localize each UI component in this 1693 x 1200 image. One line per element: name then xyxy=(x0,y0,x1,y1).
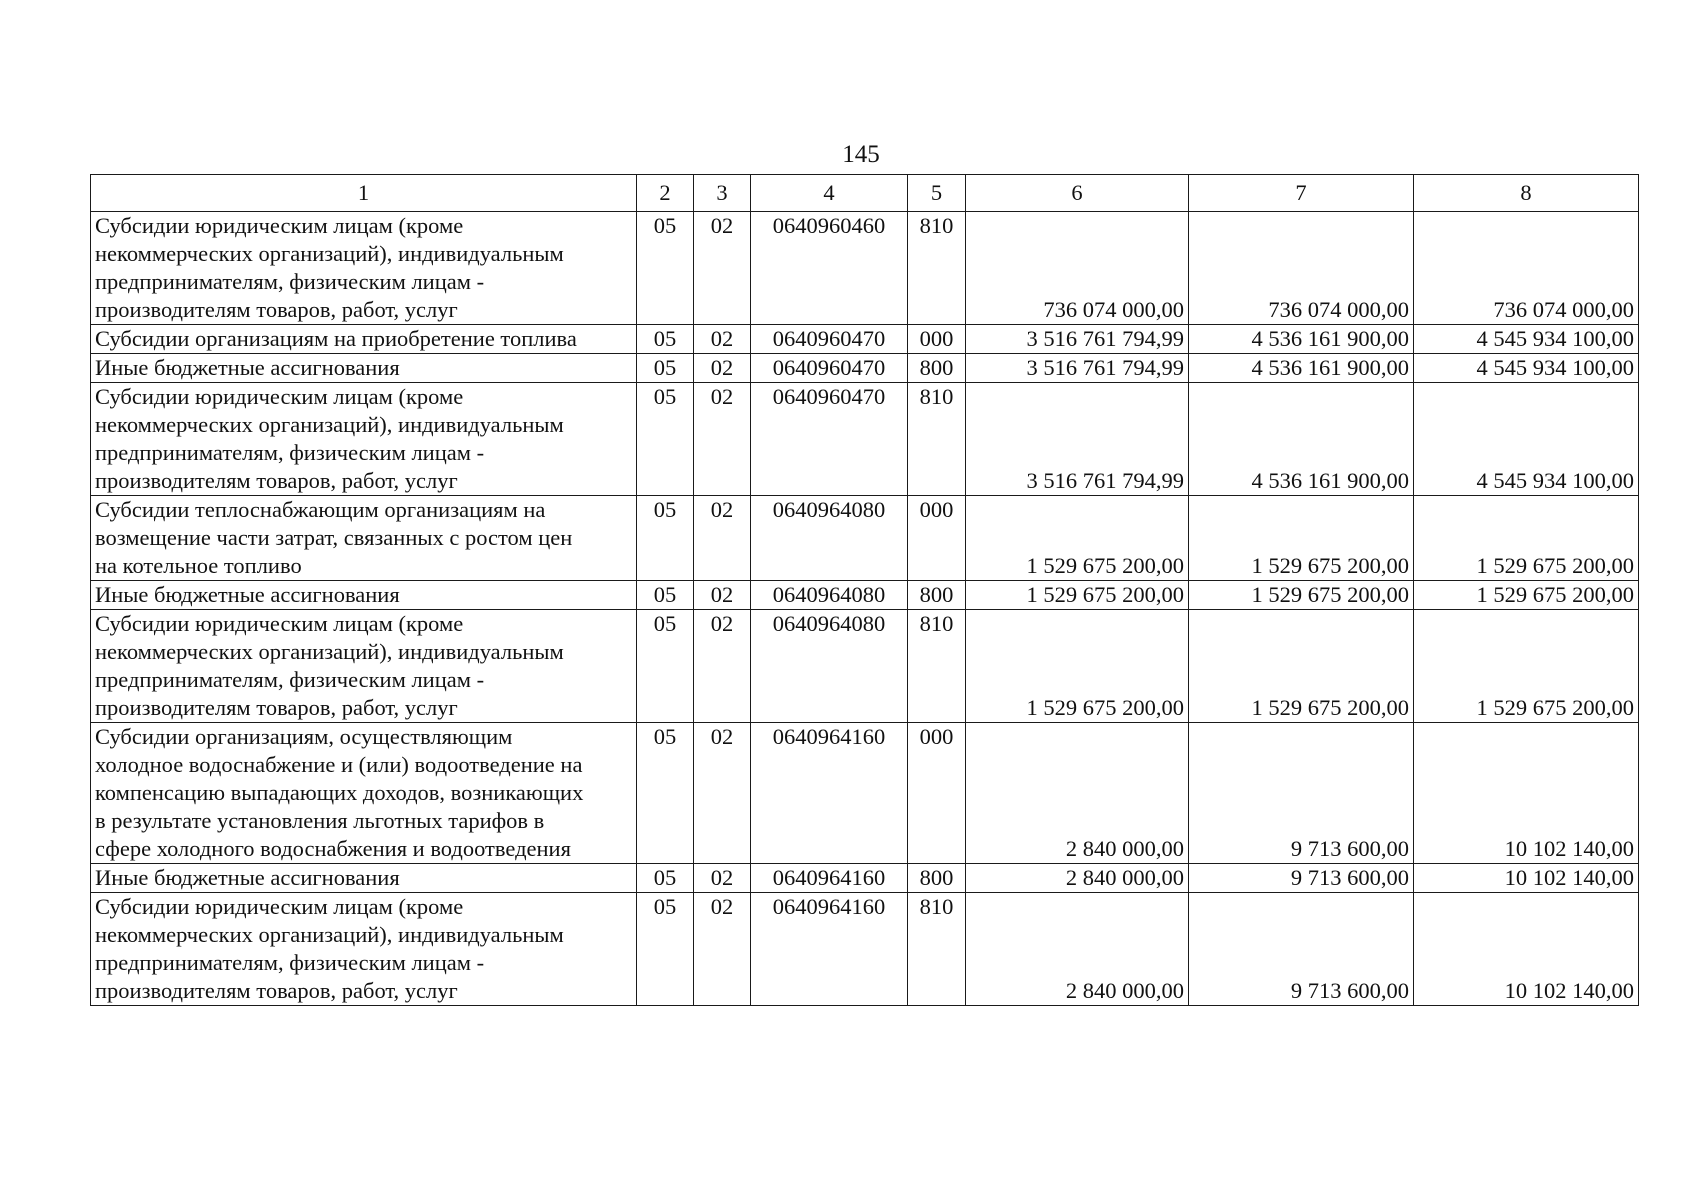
amount-col6-cell: 1 529 675 200,00 xyxy=(966,496,1189,581)
expense-type-cell: 000 xyxy=(908,723,966,864)
table-row xyxy=(91,325,1639,354)
target-article-cell: 0640960470 xyxy=(751,325,908,354)
column-header-7: 7 xyxy=(1189,175,1414,212)
header-row xyxy=(91,175,1639,212)
expense-type-cell: 810 xyxy=(908,893,966,1006)
amount-col8-cell: 10 102 140,00 xyxy=(1414,864,1639,893)
column-header-4: 4 xyxy=(751,175,908,212)
amount-col7-cell: 9 713 600,00 xyxy=(1189,864,1414,893)
amount-col7-cell: 9 713 600,00 xyxy=(1189,893,1414,1006)
expense-type-cell: 810 xyxy=(908,610,966,723)
table-row xyxy=(91,723,1639,864)
table-row xyxy=(91,610,1639,723)
column-header-6: 6 xyxy=(966,175,1189,212)
section-code-cell: 05 xyxy=(637,325,694,354)
section-code-cell: 05 xyxy=(637,383,694,496)
amount-col8-cell: 1 529 675 200,00 xyxy=(1414,496,1639,581)
expense-type-cell: 800 xyxy=(908,581,966,610)
subsection-code-cell: 02 xyxy=(694,496,751,581)
row-name-cell: Субсидии организациям, осуществляющим холодное водоснабжение и (или) водоотведение на компенсацию выпадающих доходов, возникающих в результате установления льготных тарифов в сфере холодного водоснабжения и водоотведения xyxy=(91,723,637,864)
target-article-cell: 0640960460 xyxy=(751,212,908,325)
table-row xyxy=(91,864,1639,893)
amount-col6-cell: 1 529 675 200,00 xyxy=(966,581,1189,610)
amount-col7-cell: 1 529 675 200,00 xyxy=(1189,610,1414,723)
amount-col7-cell: 1 529 675 200,00 xyxy=(1189,581,1414,610)
section-code-cell: 05 xyxy=(637,864,694,893)
amount-col6-cell: 2 840 000,00 xyxy=(966,893,1189,1006)
section-code-cell: 05 xyxy=(637,723,694,864)
amount-col8-cell: 10 102 140,00 xyxy=(1414,893,1639,1006)
table-row xyxy=(91,354,1639,383)
amount-col7-cell: 4 536 161 900,00 xyxy=(1189,325,1414,354)
row-name-cell: Субсидии юридическим лицам (кроме некоммерческих организаций), индивидуальным предпринимателям, физическим лицам - производителям товаров, работ, услуг xyxy=(91,610,637,723)
section-code-cell: 05 xyxy=(637,496,694,581)
table-row xyxy=(91,496,1639,581)
amount-col6-cell: 2 840 000,00 xyxy=(966,723,1189,864)
amount-col6-cell: 1 529 675 200,00 xyxy=(966,610,1189,723)
section-code-cell: 05 xyxy=(637,610,694,723)
row-name-cell: Иные бюджетные ассигнования xyxy=(91,354,637,383)
expense-type-cell: 810 xyxy=(908,383,966,496)
target-article-cell: 0640960470 xyxy=(751,354,908,383)
column-header-8: 8 xyxy=(1414,175,1639,212)
amount-col6-cell: 3 516 761 794,99 xyxy=(966,383,1189,496)
amount-col8-cell: 736 074 000,00 xyxy=(1414,212,1639,325)
expense-type-cell: 000 xyxy=(908,325,966,354)
subsection-code-cell: 02 xyxy=(694,610,751,723)
table-row xyxy=(91,581,1639,610)
amount-col8-cell: 4 545 934 100,00 xyxy=(1414,354,1639,383)
column-header-1: 1 xyxy=(91,175,637,212)
amount-col6-cell: 3 516 761 794,99 xyxy=(966,354,1189,383)
amount-col8-cell: 4 545 934 100,00 xyxy=(1414,325,1639,354)
amount-col6-cell: 2 840 000,00 xyxy=(966,864,1189,893)
subsection-code-cell: 02 xyxy=(694,893,751,1006)
column-header-3: 3 xyxy=(694,175,751,212)
subsection-code-cell: 02 xyxy=(694,354,751,383)
section-code-cell: 05 xyxy=(637,212,694,325)
table-row xyxy=(91,383,1639,496)
subsection-code-cell: 02 xyxy=(694,864,751,893)
subsection-code-cell: 02 xyxy=(694,212,751,325)
amount-col8-cell: 1 529 675 200,00 xyxy=(1414,581,1639,610)
target-article-cell: 0640964080 xyxy=(751,581,908,610)
target-article-cell: 0640960470 xyxy=(751,383,908,496)
amount-col6-cell: 3 516 761 794,99 xyxy=(966,325,1189,354)
amount-col8-cell: 1 529 675 200,00 xyxy=(1414,610,1639,723)
row-name-cell: Иные бюджетные ассигнования xyxy=(91,864,637,893)
row-name-cell: Субсидии организациям на приобретение топлива xyxy=(91,325,637,354)
amount-col8-cell: 10 102 140,00 xyxy=(1414,723,1639,864)
target-article-cell: 0640964160 xyxy=(751,864,908,893)
row-name-cell: Субсидии юридическим лицам (кроме некоммерческих организаций), индивидуальным предпринимателям, физическим лицам - производителям товаров, работ, услуг xyxy=(91,893,637,1006)
column-header-2: 2 xyxy=(637,175,694,212)
target-article-cell: 0640964160 xyxy=(751,893,908,1006)
expense-type-cell: 000 xyxy=(908,496,966,581)
subsection-code-cell: 02 xyxy=(694,325,751,354)
row-name-cell: Иные бюджетные ассигнования xyxy=(91,581,637,610)
row-name-cell: Субсидии теплоснабжающим организациям на возмещение части затрат, связанных с ростом цен на котельное топливо xyxy=(91,496,637,581)
column-header-5: 5 xyxy=(908,175,966,212)
table-body xyxy=(91,212,1639,1006)
target-article-cell: 0640964160 xyxy=(751,723,908,864)
table-row xyxy=(91,212,1639,325)
expense-type-cell: 800 xyxy=(908,864,966,893)
table-header xyxy=(91,175,1639,212)
amount-col7-cell: 736 074 000,00 xyxy=(1189,212,1414,325)
section-code-cell: 05 xyxy=(637,354,694,383)
section-code-cell: 05 xyxy=(637,581,694,610)
page-number: 145 xyxy=(842,141,880,168)
amount-col7-cell: 9 713 600,00 xyxy=(1189,723,1414,864)
subsection-code-cell: 02 xyxy=(694,723,751,864)
expense-type-cell: 810 xyxy=(908,212,966,325)
subsection-code-cell: 02 xyxy=(694,581,751,610)
amount-col7-cell: 4 536 161 900,00 xyxy=(1189,383,1414,496)
table-row xyxy=(91,893,1639,1006)
subsection-code-cell: 02 xyxy=(694,383,751,496)
target-article-cell: 0640964080 xyxy=(751,496,908,581)
amount-col6-cell: 736 074 000,00 xyxy=(966,212,1189,325)
target-article-cell: 0640964080 xyxy=(751,610,908,723)
amount-col7-cell: 4 536 161 900,00 xyxy=(1189,354,1414,383)
amount-col8-cell: 4 545 934 100,00 xyxy=(1414,383,1639,496)
budget-table xyxy=(90,174,1639,1006)
amount-col7-cell: 1 529 675 200,00 xyxy=(1189,496,1414,581)
row-name-cell: Субсидии юридическим лицам (кроме некоммерческих организаций), индивидуальным предпринимателям, физическим лицам - производителям товаров, работ, услуг xyxy=(91,212,637,325)
row-name-cell: Субсидии юридическим лицам (кроме некоммерческих организаций), индивидуальным предпринимателям, физическим лицам - производителям товаров, работ, услуг xyxy=(91,383,637,496)
section-code-cell: 05 xyxy=(637,893,694,1006)
expense-type-cell: 800 xyxy=(908,354,966,383)
